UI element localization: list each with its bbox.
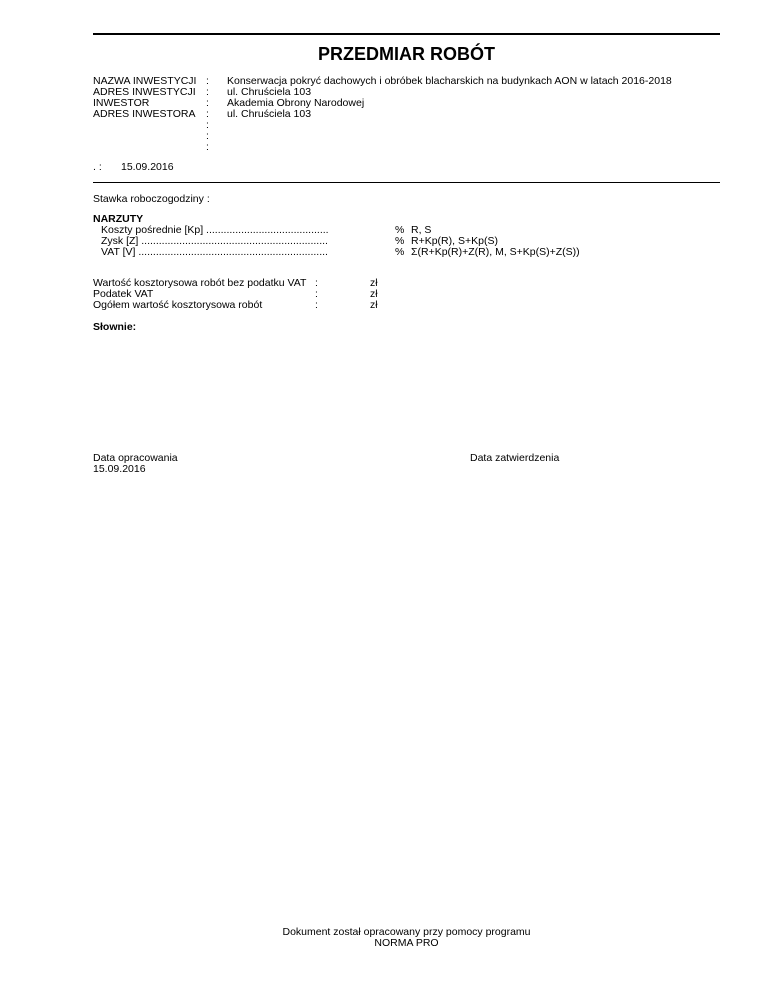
surcharge-unit: % [395,235,405,247]
footer-line-2: NORMA PRO [374,937,439,949]
label-investment-address: ADRES INWESTYCJI [93,86,196,98]
page-title: PRZEDMIAR ROBÓT [318,44,495,64]
total-label-vat: Podatek VAT [93,288,154,300]
surcharge-label-z: Zysk [Z] ................................................................ [101,235,328,247]
surcharge-unit: % [395,224,405,236]
total-label-gross: Ogółem wartość kosztorysowa robót [93,299,263,311]
colon: : [206,97,209,109]
middle-rule [93,182,720,183]
top-rule [93,33,720,35]
colon: : [315,277,318,289]
surcharge-basis-kp: R, S [411,224,432,236]
currency: zł [370,299,378,311]
colon: : [206,108,209,120]
surcharge-label-v: VAT [V] ................................................................. [101,246,328,258]
label-investor-address: ADRES INWESTORA [93,108,196,120]
value-investment-address: ul. Chruściela 103 [227,86,312,98]
currency: zł [370,288,378,300]
date-prefix: . : [93,161,102,173]
colon: : [206,141,209,153]
colon: : [206,86,209,98]
total-label-net: Wartość kosztorysowa robót bez podatku VAT [93,277,307,289]
prepared-date-label: Data opracowania [93,452,178,464]
surcharge-label-kp: Koszty pośrednie [Kp] .......................................... [101,224,329,236]
footer [93,927,720,949]
date-value: 15.09.2016 [121,161,174,173]
rate-label: Stawka roboczogodziny : [93,193,210,205]
colon: : [206,75,209,87]
footer-line-1: Dokument został opracowany przy pomocy programu [282,926,531,938]
value-investment-name: Konserwacja pokryć dachowych i obróbek blacharskich na budynkach AON w latach 2016-2018 [227,75,672,87]
colon: : [315,299,318,311]
words-label: Słownie: [93,321,137,333]
surcharges-heading: NARZUTY [93,213,144,225]
label-investment-name: NAZWA INWESTYCJI [93,75,197,87]
surcharge-basis-v: Σ(R+Kp(R)+Z(R), M, S+Kp(S)+Z(S)) [411,246,580,258]
currency: zł [370,277,378,289]
prepared-date-value: 15.09.2016 [93,463,146,475]
colon: : [206,130,209,142]
label-investor: INWESTOR [93,97,150,109]
surcharge-unit: % [395,246,405,258]
colon: : [315,288,318,300]
value-investor-address: ul. Chruściela 103 [227,108,312,120]
approved-date-label: Data zatwierdzenia [470,452,560,464]
colon: : [206,119,209,131]
value-investor: Akademia Obrony Narodowej [227,97,365,109]
surcharge-basis-z: R+Kp(R), S+Kp(S) [411,235,498,247]
